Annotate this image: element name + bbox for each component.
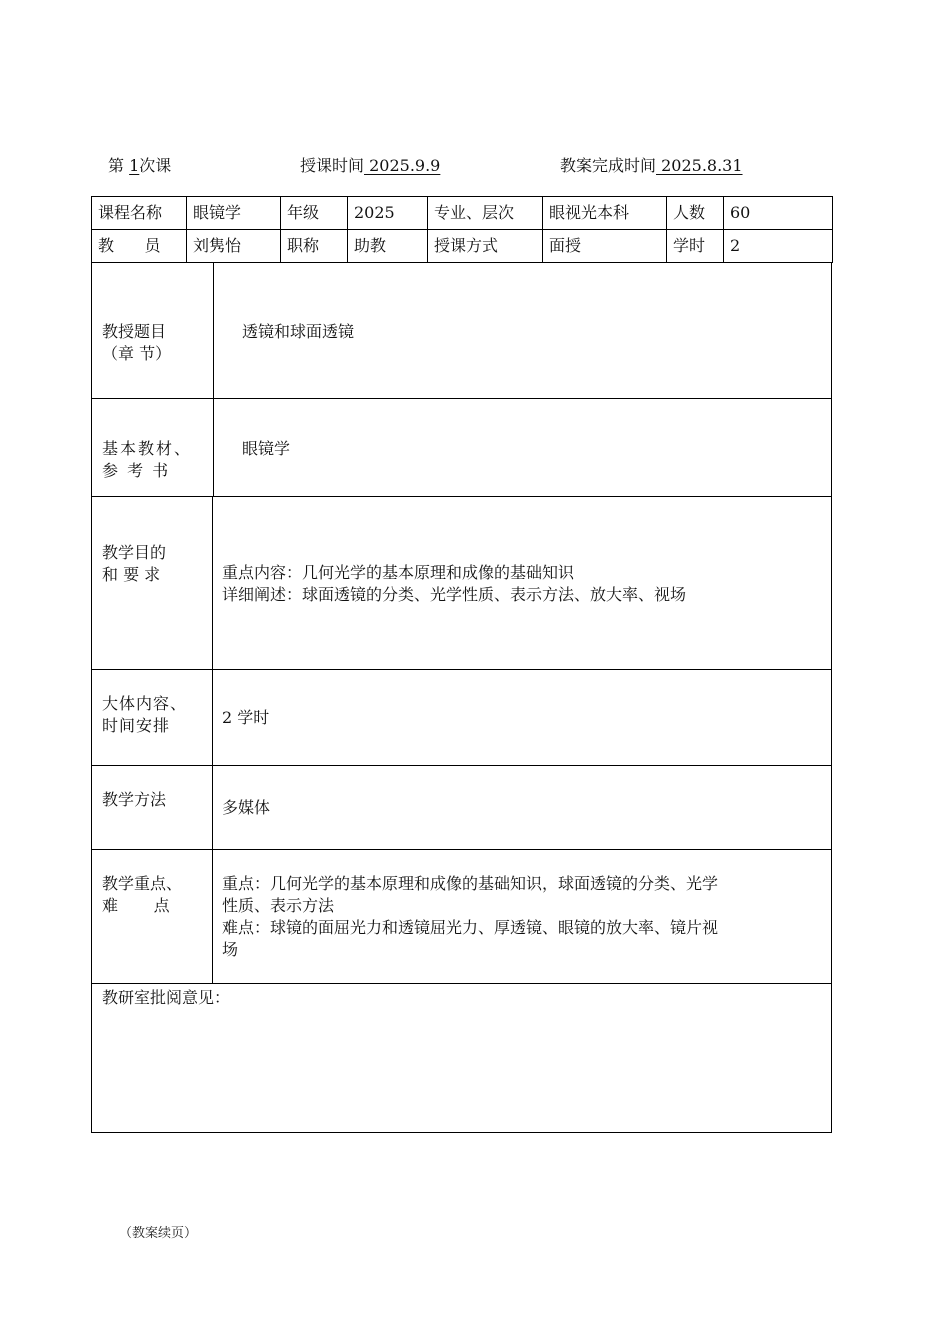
review-label: 教研室批阅意见： (102, 988, 231, 1007)
goals-label: 教学目的 和 要 求 (102, 543, 167, 584)
textbook-label: 基本教材、 参 考 书 (102, 439, 193, 480)
method-value: 面授 (543, 230, 667, 263)
count-label: 人数 (667, 197, 724, 230)
lesson-number: 1 (129, 156, 140, 175)
keypoints-content: 重点：几何光学的基本原理和成像的基础知识，球面透镜的分类、光学 性质、表示方法 难点：球镜的面屈光力和透镜屈光力、厚透镜、眼镜的放大率、镜片视 场 (222, 874, 719, 959)
plan-done-label: 教案完成时间 (560, 156, 657, 175)
keypoints-label: 教学重点、 难 点 (102, 874, 183, 915)
method-content: 多媒体 (222, 798, 271, 817)
teacher-label: 教 员 (92, 230, 187, 263)
method-section (91, 765, 832, 850)
grade-value: 2025 (348, 197, 428, 230)
column-divider (213, 263, 214, 398)
title-value: 助教 (348, 230, 428, 263)
keypoints-section (91, 849, 832, 984)
lesson-prefix: 第 (108, 156, 125, 175)
teach-time-group (300, 153, 440, 176)
course-label: 课程名称 (92, 197, 187, 230)
column-divider (212, 849, 213, 983)
goals-content: 重点内容：几何光学的基本原理和成像的基础知识 详细阐述：球面透镜的分类、光学性质、表示方法、放大率、视场 (222, 563, 687, 604)
schedule-section (91, 669, 832, 766)
lesson-header (0, 153, 950, 177)
grade-label: 年级 (281, 197, 348, 230)
teacher-value: 刘隽怡 (187, 230, 281, 263)
column-divider (212, 765, 213, 849)
major-value: 眼视光本科 (543, 197, 667, 230)
column-divider (212, 496, 213, 669)
table-row (92, 230, 833, 263)
plan-done-value: 2025.8.31 (656, 156, 743, 175)
topic-section (91, 263, 832, 399)
lesson-suffix: 次课 (139, 156, 172, 175)
schedule-content: 2 学时 (222, 708, 270, 727)
textbook-section (91, 398, 832, 497)
table-row (92, 197, 833, 230)
schedule-label: 大体内容、 时间安排 (102, 694, 188, 735)
topic-label: 教授题目 （章 节） (102, 322, 172, 363)
lesson-number-group (108, 153, 171, 176)
topic-content: 透镜和球面透镜 (242, 322, 355, 341)
hours-label: 学时 (667, 230, 724, 263)
continuation-note: （教案续页） (119, 1226, 198, 1241)
course-info-table (91, 196, 833, 263)
textbook-content: 眼镜学 (242, 439, 291, 458)
method-label: 教学方法 (102, 790, 167, 809)
method-label: 授课方式 (428, 230, 543, 263)
count-value: 60 (724, 197, 833, 230)
column-divider (213, 398, 214, 496)
column-divider (212, 669, 213, 765)
teach-time-label: 授课时间 (300, 156, 365, 175)
review-section (91, 983, 832, 1133)
teach-time-value: 2025.9.9 (364, 156, 441, 175)
hours-value: 2 (724, 230, 833, 263)
course-value: 眼镜学 (187, 197, 281, 230)
plan-done-group (560, 153, 743, 176)
title-label: 职称 (281, 230, 348, 263)
goals-section (91, 496, 832, 670)
major-label: 专业、层次 (428, 197, 543, 230)
